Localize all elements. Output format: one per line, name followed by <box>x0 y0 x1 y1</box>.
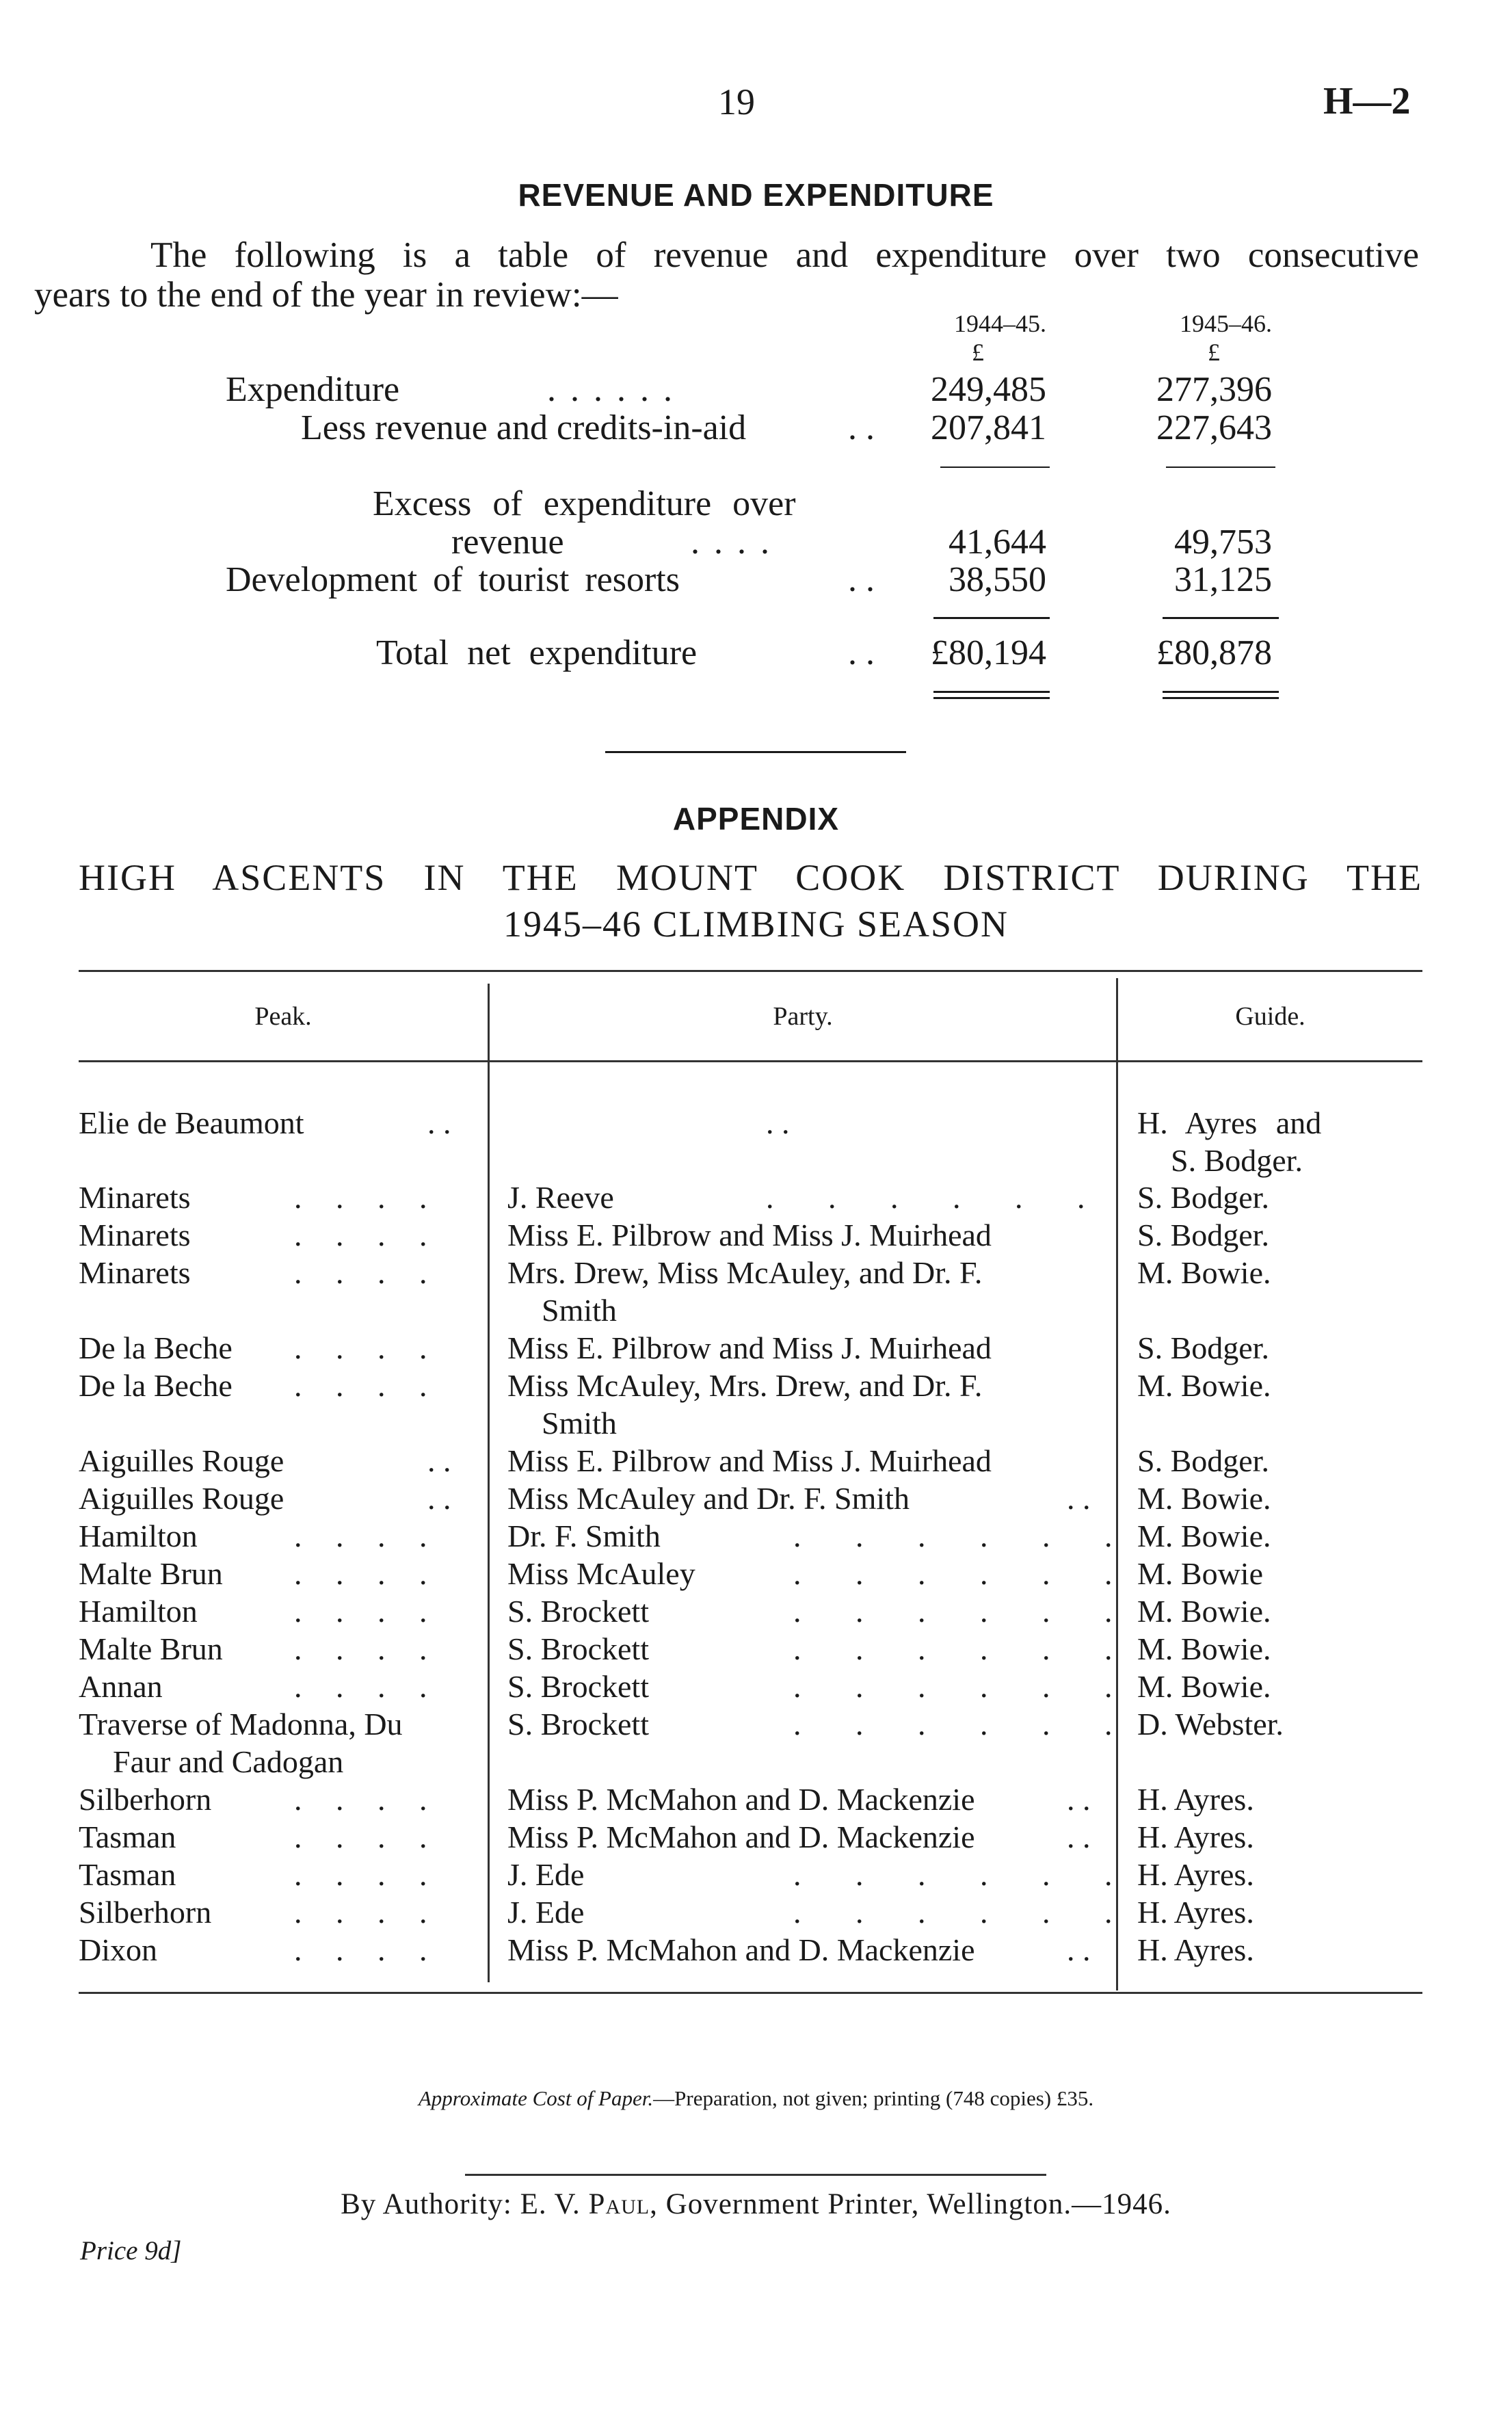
table-header-rule <box>79 1060 1422 1062</box>
guide-name: H. Ayres. <box>1137 1932 1254 1967</box>
peak-name-continued: Faur and Cadogan <box>113 1744 344 1779</box>
peak-name: Dixon <box>79 1932 157 1967</box>
peak-leader: . . . . <box>294 1218 430 1252</box>
party-leader: . . . . . . <box>793 1857 1115 1892</box>
expenditure-1944: 249,485 <box>931 370 1046 409</box>
peak-leader: . . . . <box>294 1857 430 1892</box>
authority-name: E. V. Paul, <box>520 2188 658 2220</box>
peak-leader: . . . . <box>294 1330 430 1365</box>
peak-leader: . . . . <box>294 1782 430 1817</box>
header-guide: Guide. <box>1235 1002 1305 1031</box>
guide-name: S. Bodger. <box>1137 1443 1269 1478</box>
peak-name: Malte Brun <box>79 1631 223 1666</box>
party-leader: . . . . . . <box>793 1669 1115 1704</box>
peak-name: Annan <box>79 1669 163 1704</box>
party-name: Miss E. Pilbrow and Miss J. Muirhead <box>507 1330 992 1365</box>
party-name: Miss McAuley, Mrs. Drew, and Dr. F. <box>507 1368 983 1403</box>
guide-name: D. Webster. <box>1137 1707 1284 1742</box>
development-leader: . . <box>848 560 875 599</box>
column-divider-party-guide <box>1116 978 1118 1990</box>
double-rule-1945-top <box>1163 691 1279 693</box>
total-rule-1945 <box>1163 617 1279 619</box>
peak-name: De la Beche <box>79 1368 233 1403</box>
cost-note-text: —Preparation, not given; printing (748 copies) £35. <box>653 2086 1094 2110</box>
intro-text-line-2: years to the end of the year in review:— <box>34 275 618 315</box>
peak-name: Tasman <box>79 1857 176 1892</box>
peak-name: Elie de Beaumont <box>79 1105 304 1140</box>
document-reference: H—2 <box>1323 80 1411 122</box>
cost-note <box>0 2086 1512 2111</box>
peak-leader: . . . . <box>294 1819 430 1854</box>
total-1945: £80,878 <box>1156 633 1272 672</box>
peak-leader: . . . . <box>294 1895 430 1930</box>
expenditure-leader: . . . . . . <box>547 370 675 409</box>
party-leader: . . . . . . <box>793 1556 1115 1591</box>
double-rule-1945-bottom <box>1163 697 1279 699</box>
cost-note-label: Approximate Cost of Paper. <box>418 2086 654 2110</box>
peak-name: Traverse of Madonna, Du <box>79 1707 403 1742</box>
expenditure-1945: 277,396 <box>1156 370 1272 409</box>
column-unit-1945: £ <box>1208 339 1220 366</box>
guide-name: H. Ayres. <box>1137 1895 1254 1930</box>
excess-leader: . . . . <box>691 523 772 562</box>
intro-text-line-1: The following is a table of revenue and expenditure over two consecutive <box>150 235 1419 275</box>
party-name: Dr. F. Smith <box>507 1519 661 1553</box>
guide-name: S. Bodger. <box>1137 1180 1269 1215</box>
party-name-continued: Smith <box>542 1406 617 1441</box>
excess-label-line-1: Excess of expenditure over <box>373 484 796 523</box>
party-name: S. Brockett <box>507 1669 649 1704</box>
development-1944: 38,550 <box>949 560 1046 599</box>
party-name-continued: Smith <box>542 1293 617 1328</box>
guide-name: M. Bowie. <box>1137 1631 1271 1666</box>
double-rule-1944-bottom <box>933 697 1050 699</box>
guide-name: M. Bowie. <box>1137 1481 1271 1516</box>
party-leader: . . <box>766 1105 790 1140</box>
guide-name-continued: S. Bodger. <box>1171 1143 1303 1178</box>
column-unit-1944: £ <box>972 339 984 366</box>
peak-leader: . . . . <box>294 1631 430 1666</box>
peak-leader: . . . . <box>294 1180 430 1215</box>
column-year-1945: 1945–46. <box>1180 310 1272 337</box>
party-name: Miss E. Pilbrow and Miss J. Muirhead <box>507 1218 992 1252</box>
guide-name: M. Bowie. <box>1137 1594 1271 1629</box>
party-leader: . . <box>1067 1481 1091 1516</box>
party-leader: . . . . . . <box>766 1180 1088 1215</box>
peak-name: Hamilton <box>79 1519 198 1553</box>
guide-name: H. Ayres. <box>1137 1857 1254 1892</box>
authority-line <box>0 2187 1512 2221</box>
guide-name: M. Bowie <box>1137 1556 1263 1591</box>
peak-name: Aiguilles Rouge <box>79 1443 284 1478</box>
development-1945: 31,125 <box>1174 560 1272 599</box>
revenue-section-title: REVENUE AND EXPENDITURE <box>518 177 994 213</box>
peak-name: Minarets <box>79 1218 191 1252</box>
ascents-subtitle-line-2: 1945–46 CLIMBING SEASON <box>503 904 1009 945</box>
party-name: S. Brockett <box>507 1631 649 1666</box>
page-number: 19 <box>718 81 755 122</box>
excess-1944: 41,644 <box>949 523 1046 562</box>
total-rule-1944 <box>933 617 1050 619</box>
peak-name: Malte Brun <box>79 1556 223 1591</box>
less-revenue-leader: . . <box>848 408 875 447</box>
column-divider-peak-party <box>488 984 490 1982</box>
peak-leader: . . . . <box>294 1556 430 1591</box>
ascents-subtitle-line-1: HIGH ASCENTS IN THE MOUNT COOK DISTRICT DURING THE <box>79 857 1422 898</box>
less-revenue-1944: 207,841 <box>931 408 1046 447</box>
excess-1945: 49,753 <box>1174 523 1272 562</box>
peak-name: Tasman <box>79 1819 176 1854</box>
subtotal-rule-1944 <box>940 466 1050 468</box>
party-name: Mrs. Drew, Miss McAuley, and Dr. F. <box>507 1255 983 1290</box>
price-note: Price 9d] <box>80 2236 182 2265</box>
peak-name: Aiguilles Rouge <box>79 1481 284 1516</box>
table-top-rule <box>79 970 1422 972</box>
guide-name: M. Bowie. <box>1137 1519 1271 1553</box>
peak-leader: . . . . <box>294 1255 430 1290</box>
peak-name: Minarets <box>79 1180 191 1215</box>
party-name: Miss P. McMahon and D. Mackenzie <box>507 1932 975 1967</box>
header-peak: Peak. <box>254 1002 312 1031</box>
guide-name: H. Ayres and <box>1137 1105 1322 1140</box>
double-rule-1944-top <box>933 691 1050 693</box>
excess-label-line-2: revenue <box>451 523 564 562</box>
peak-leader: . . . . <box>294 1669 430 1704</box>
party-name: J. Ede <box>507 1857 585 1892</box>
party-name: J. Ede <box>507 1895 585 1930</box>
column-year-1944: 1944–45. <box>954 310 1046 337</box>
development-label: Development of tourist resorts <box>226 560 680 599</box>
party-leader: . . . . . . <box>793 1895 1115 1930</box>
party-name: S. Brockett <box>507 1707 649 1742</box>
appendix-title: APPENDIX <box>672 801 840 837</box>
party-leader: . . <box>1067 1932 1091 1967</box>
peak-leader: . . . . <box>294 1368 430 1403</box>
peak-name: Silberhorn <box>79 1782 212 1817</box>
peak-name: Hamilton <box>79 1594 198 1629</box>
party-leader: . . . . . . <box>793 1631 1115 1666</box>
party-leader: . . <box>1067 1782 1091 1817</box>
authority-prefix: By Authority: <box>341 2188 512 2220</box>
footer-rule <box>465 2174 1046 2176</box>
party-leader: . . . . . . <box>793 1707 1115 1742</box>
guide-name: H. Ayres. <box>1137 1819 1254 1854</box>
party-name: Miss McAuley and Dr. F. Smith <box>507 1481 910 1516</box>
less-revenue-1945: 227,643 <box>1156 408 1272 447</box>
party-name: Miss McAuley <box>507 1556 695 1591</box>
total-label: Total net expenditure <box>376 633 698 672</box>
peak-leader: . . . . <box>294 1594 430 1629</box>
peak-name: Minarets <box>79 1255 191 1290</box>
section-divider <box>605 751 906 753</box>
peak-name: Silberhorn <box>79 1895 212 1930</box>
party-name: J. Reeve <box>507 1180 614 1215</box>
total-leader: . . <box>848 633 875 672</box>
guide-name: H. Ayres. <box>1137 1782 1254 1817</box>
party-leader: . . . . . . <box>793 1594 1115 1629</box>
party-leader: . . <box>1067 1819 1091 1854</box>
total-1944: £80,194 <box>931 633 1046 672</box>
peak-name: De la Beche <box>79 1330 233 1365</box>
guide-name: M. Bowie. <box>1137 1255 1271 1290</box>
party-name: Miss P. McMahon and D. Mackenzie <box>507 1782 975 1817</box>
guide-name: S. Bodger. <box>1137 1330 1269 1365</box>
party-name: S. Brockett <box>507 1594 649 1629</box>
subtotal-rule-1945 <box>1166 466 1275 468</box>
guide-name: M. Bowie. <box>1137 1669 1271 1704</box>
peak-leader: . . . . <box>294 1932 430 1967</box>
peak-leader: . . <box>427 1481 451 1516</box>
party-leader: . . . . . . <box>793 1519 1115 1553</box>
authority-suffix: Government Printer, Wellington.—1946. <box>665 2188 1171 2220</box>
party-name: Miss P. McMahon and D. Mackenzie <box>507 1819 975 1854</box>
party-name: Miss E. Pilbrow and Miss J. Muirhead <box>507 1443 992 1478</box>
header-party: Party. <box>773 1002 833 1031</box>
guide-name: M. Bowie. <box>1137 1368 1271 1403</box>
guide-name: S. Bodger. <box>1137 1218 1269 1252</box>
peak-leader: . . . . <box>294 1519 430 1553</box>
expenditure-label: Expenditure <box>226 370 400 409</box>
table-bottom-rule <box>79 1992 1422 1994</box>
peak-leader: . . <box>427 1105 451 1140</box>
peak-leader: . . <box>427 1443 451 1478</box>
less-revenue-label: Less revenue and credits-in-aid <box>301 408 747 447</box>
